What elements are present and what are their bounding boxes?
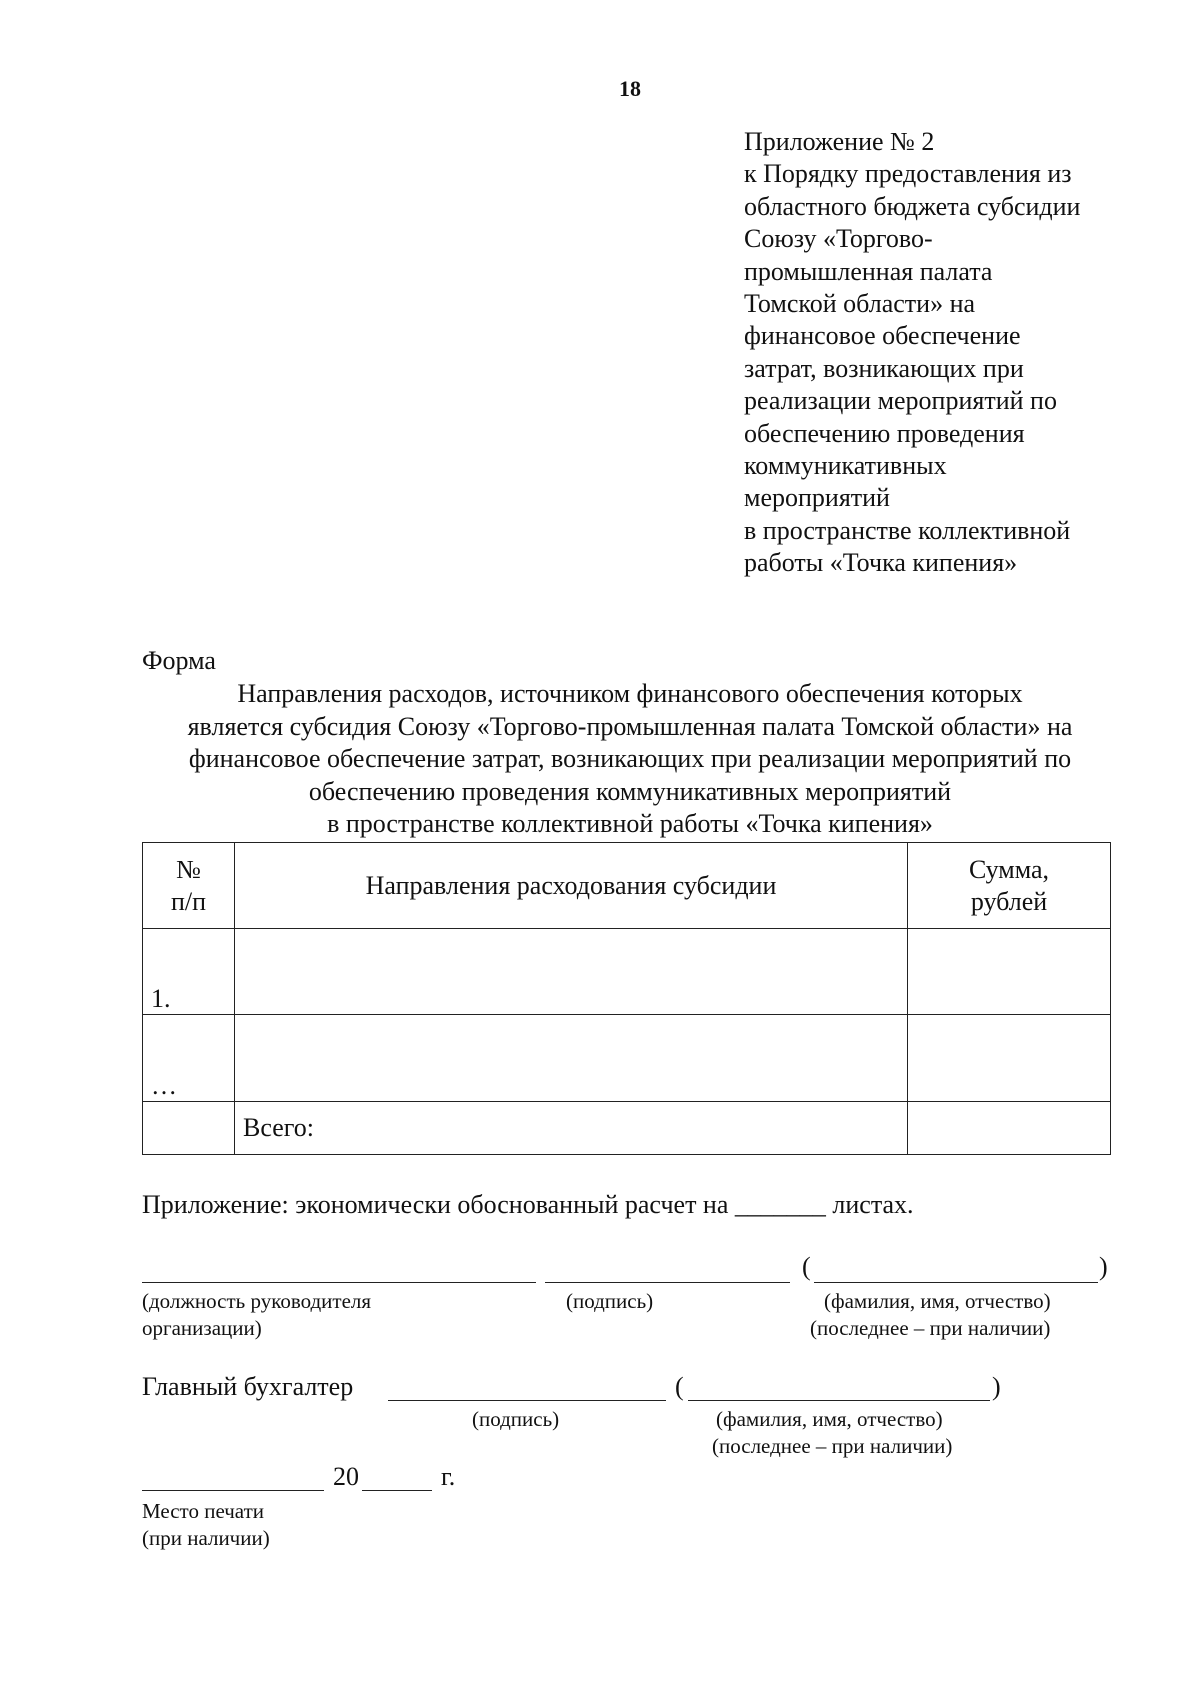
- row-num-cell: 1.: [143, 929, 235, 1015]
- appendix-line: к Порядку предоставления из: [744, 159, 1072, 189]
- accountant-fio-open-paren: (: [675, 1372, 684, 1401]
- attachment-sheets-blank[interactable]: _______: [734, 1190, 826, 1219]
- appendix-line: затрат, возникающих при: [744, 353, 1024, 383]
- caption-line: (последнее – при наличии): [810, 1316, 1051, 1340]
- appendix-line: реализации мероприятий по: [744, 386, 1057, 416]
- date-year-line[interactable]: [362, 1490, 432, 1491]
- table-header-row: [143, 843, 1111, 929]
- page-number: 18: [619, 76, 641, 101]
- head-signature-caption: (подпись): [566, 1289, 654, 1313]
- header-num-abbr: п/п: [170, 886, 207, 916]
- accountant-fio-line[interactable]: [688, 1400, 990, 1401]
- title-line: обеспечению проведения коммуникативных мероприятий: [308, 776, 952, 806]
- title-line: является субсидия Союзу «Торгово-промышленная палата Томской области» на: [187, 711, 1073, 741]
- head-fio-line[interactable]: [814, 1282, 1098, 1283]
- head-signature-line[interactable]: [545, 1282, 790, 1283]
- header-sum-line1: Сумма,: [968, 854, 1050, 884]
- caption-line: (последнее – при наличии): [712, 1434, 953, 1458]
- head-position-caption: [142, 1288, 371, 1342]
- table-row: [143, 1015, 1111, 1102]
- header-num-symbol: №: [176, 854, 201, 884]
- date-year-suffix: г.: [441, 1462, 456, 1491]
- caption-line: (фамилия, имя, отчество): [824, 1289, 1051, 1313]
- attachment-suffix: листах.: [832, 1190, 914, 1219]
- appendix-line: Приложение № 2: [744, 127, 935, 156]
- appendix-line: работы «Точка кипения»: [744, 548, 1018, 578]
- header-num-cell: [143, 843, 235, 929]
- caption-line: Место печати: [142, 1499, 265, 1523]
- date-year-prefix: 20: [333, 1462, 359, 1491]
- row-num-cell: …: [143, 1015, 235, 1102]
- caption-line: (при наличии): [142, 1526, 270, 1550]
- table-total-row: [143, 1102, 1111, 1155]
- head-fio-open-paren: (: [802, 1252, 811, 1281]
- header-direction-cell: Направления расходования субсидии: [235, 843, 908, 929]
- title-line: Направления расходов, источником финансового обеспечения которых: [237, 679, 1023, 708]
- table-row: [143, 929, 1111, 1015]
- accountant-signature-line[interactable]: [388, 1400, 666, 1401]
- appendix-header: [744, 126, 1080, 580]
- header-sum-line2: рублей: [970, 886, 1048, 916]
- chief-accountant-label: Главный бухгалтер: [142, 1372, 354, 1401]
- total-label-cell: Всего:: [235, 1102, 908, 1155]
- appendix-line: Союзу «Торгово-: [744, 224, 933, 254]
- row-sum-cell[interactable]: [908, 1015, 1111, 1102]
- appendix-line: в пространстве коллективной: [744, 515, 1071, 545]
- accountant-fio-caption: [712, 1406, 952, 1460]
- attachment-line: [142, 1190, 914, 1220]
- appendix-line: промышленная палата: [744, 256, 993, 286]
- title-line: финансовое обеспечение затрат, возникающих при реализации мероприятий по: [188, 744, 1072, 773]
- document-title: [130, 678, 1130, 841]
- accountant-signature-caption: (подпись): [472, 1407, 560, 1431]
- stamp-place-caption: [142, 1498, 270, 1552]
- appendix-line: мероприятий: [744, 483, 890, 513]
- title-line: в пространстве коллективной работы «Точка кипения»: [327, 809, 933, 838]
- caption-line: (должность руководителя: [142, 1289, 372, 1313]
- head-position-line[interactable]: [142, 1282, 536, 1283]
- appendix-line: финансовое обеспечение: [744, 321, 1021, 351]
- form-label: Форма: [142, 646, 216, 675]
- total-num-cell: [143, 1102, 235, 1155]
- appendix-line: коммуникативных: [744, 451, 947, 481]
- header-sum-cell: [908, 843, 1111, 929]
- row-direction-cell[interactable]: [235, 1015, 908, 1102]
- expenses-table: [142, 842, 1111, 1155]
- head-fio-close-paren: ): [1099, 1252, 1108, 1281]
- row-direction-cell[interactable]: [235, 929, 908, 1015]
- accountant-fio-close-paren: ): [992, 1372, 1001, 1401]
- appendix-line: областного бюджета субсидии: [744, 191, 1081, 221]
- caption-line: (фамилия, имя, отчество): [716, 1407, 943, 1431]
- attachment-prefix: Приложение: экономически обоснованный расчет на: [142, 1190, 729, 1219]
- total-sum-cell[interactable]: [908, 1102, 1111, 1155]
- appendix-line: обеспечению проведения: [744, 418, 1025, 448]
- appendix-line: Томской области» на: [744, 289, 976, 319]
- date-day-month-line[interactable]: [142, 1490, 324, 1491]
- head-fio-caption: [810, 1288, 1051, 1342]
- caption-line: организации): [142, 1316, 262, 1340]
- row-sum-cell[interactable]: [908, 929, 1111, 1015]
